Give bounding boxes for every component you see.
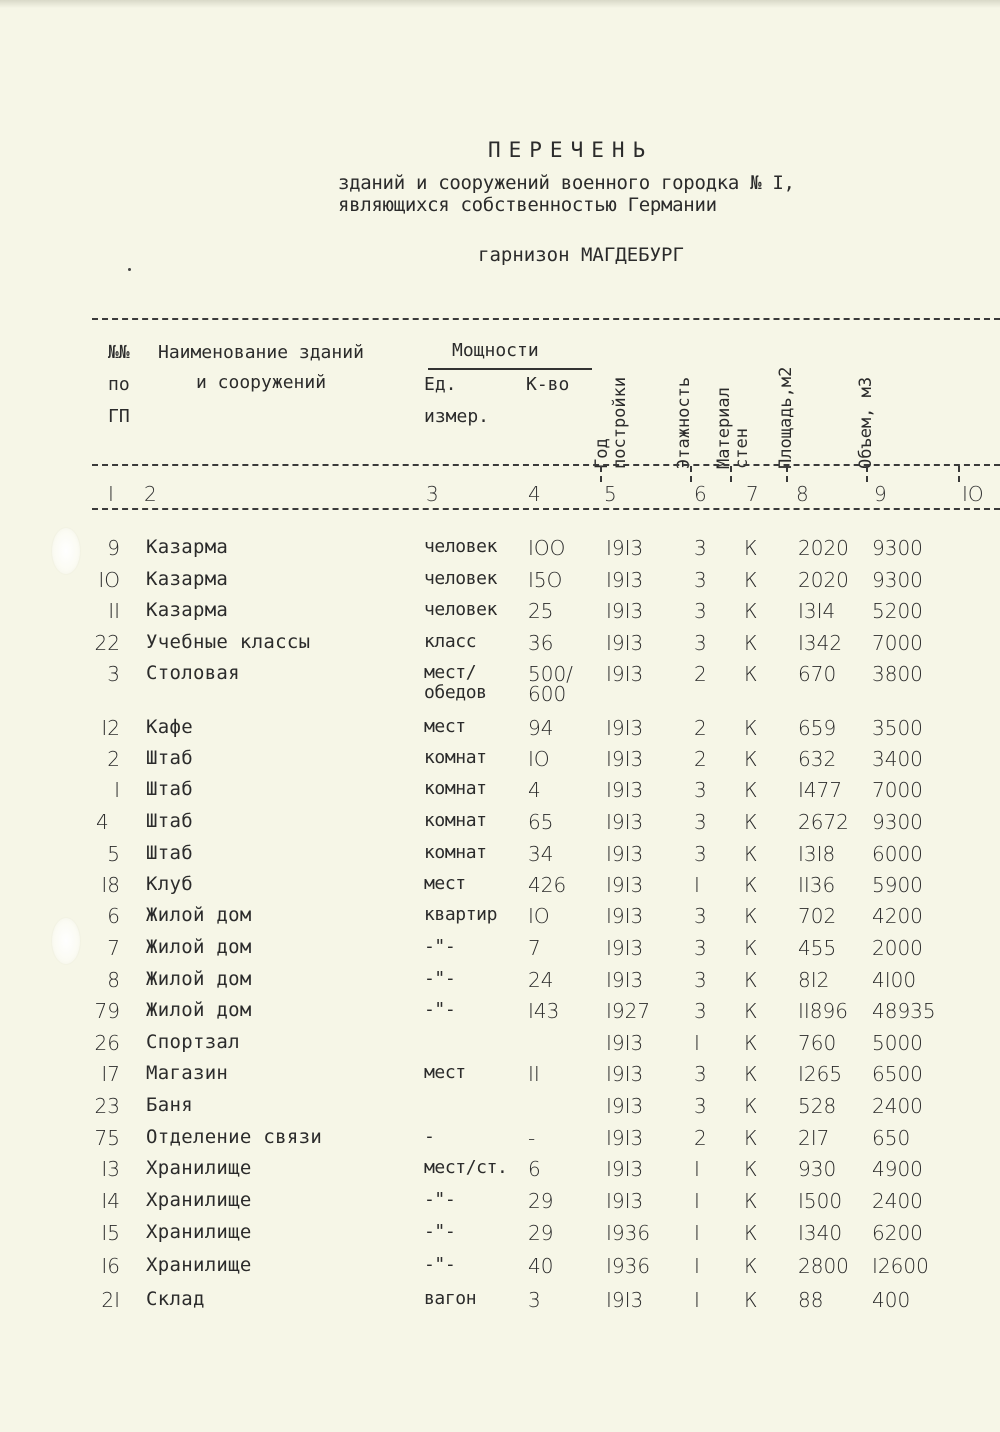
row-number: I6 — [101, 1254, 120, 1278]
area-cell: 455 — [798, 936, 837, 960]
unit-cell: мест — [424, 873, 466, 894]
document-subtitle-line1: зданий и сооружений военного городка № I, — [338, 172, 795, 194]
page-top-edge — [0, 0, 1000, 8]
quantity-cell-line2: 600 — [528, 682, 567, 706]
area-cell: 760 — [798, 1031, 837, 1055]
volume-cell: 2000 — [872, 936, 923, 960]
volume-cell: 2400 — [872, 1094, 923, 1118]
header-bottom-rule — [92, 464, 1000, 466]
quantity-cell: 24 — [528, 968, 554, 992]
floors-cell: 2 — [694, 747, 707, 771]
material-cell: К — [744, 599, 758, 623]
building-name: Хранилище — [146, 1189, 252, 1211]
material-cell: К — [744, 810, 758, 834]
volume-cell: 7000 — [872, 631, 923, 655]
quantity-cell: 4 — [528, 778, 541, 802]
area-cell: 2800 — [798, 1254, 849, 1278]
column-number: 3 — [426, 482, 439, 506]
header-col9: Объем, м3 — [856, 376, 876, 469]
material-cell: К — [744, 904, 758, 928]
quantity-cell: IOO — [528, 536, 566, 560]
unit-cell-line2: обедов — [424, 682, 487, 703]
row-number: 6 — [107, 904, 120, 928]
header-group-capacity: Мощности — [452, 340, 539, 361]
floors-cell: 3 — [694, 842, 707, 866]
volume-cell: 9300 — [872, 568, 923, 592]
building-name: Штаб — [146, 747, 193, 769]
quantity-cell: IO — [528, 904, 550, 928]
row-number: II — [108, 599, 120, 623]
year-cell: I9I3 — [606, 716, 644, 740]
floors-cell: 3 — [694, 904, 707, 928]
volume-cell: 3800 — [872, 662, 923, 686]
header-col6: Этажность — [674, 376, 694, 469]
area-cell: 2020 — [798, 568, 849, 592]
volume-cell: 650 — [872, 1126, 911, 1150]
area-cell: II896 — [798, 999, 848, 1023]
row-number: I7 — [101, 1062, 120, 1086]
material-cell: К — [744, 662, 758, 686]
header-col1-line1: №№ — [108, 342, 130, 363]
year-cell: I9I3 — [606, 1031, 644, 1055]
unit-cell: человек — [424, 536, 498, 557]
building-name: Штаб — [146, 778, 193, 800]
quantity-cell: IO — [528, 747, 550, 771]
header-col3-line1: Ед. — [424, 374, 457, 395]
year-cell: I9I3 — [606, 873, 644, 897]
material-cell: К — [744, 716, 758, 740]
row-number: I3 — [101, 1157, 120, 1181]
table-row — [0, 936, 1000, 966]
volume-cell: 400 — [872, 1288, 911, 1312]
area-cell: I3I4 — [798, 599, 836, 623]
area-cell: 88 — [798, 1288, 824, 1312]
table-row — [0, 1126, 1000, 1156]
building-name: Штаб — [146, 842, 193, 864]
table-row — [0, 1157, 1000, 1187]
building-name: Клуб — [146, 873, 193, 895]
unit-cell: -"- — [424, 999, 456, 1020]
building-name: Казарма — [146, 568, 229, 590]
header-col7-line1: Материал — [714, 387, 734, 469]
material-cell: К — [744, 1254, 758, 1278]
area-cell: 632 — [798, 747, 837, 771]
material-cell: К — [744, 873, 758, 897]
year-cell: I9I3 — [606, 842, 644, 866]
row-number: I4 — [101, 1189, 120, 1213]
material-cell: К — [744, 999, 758, 1023]
material-cell: К — [744, 1031, 758, 1055]
volume-cell: 5200 — [872, 599, 923, 623]
table-row — [0, 999, 1000, 1029]
column-number: IO — [962, 482, 984, 506]
quantity-cell: 3 — [528, 1288, 541, 1312]
year-cell: I936 — [606, 1221, 651, 1245]
unit-cell: комнат — [424, 747, 487, 768]
floors-cell: 2 — [694, 1126, 707, 1150]
column-number: 8 — [796, 482, 809, 506]
header-col4: К-во — [526, 374, 570, 395]
year-cell: I9I3 — [606, 968, 644, 992]
material-cell: К — [744, 842, 758, 866]
quantity-cell: 426 — [528, 873, 567, 897]
unit-cell: -"- — [424, 1189, 456, 1210]
floors-cell: I — [694, 1221, 700, 1245]
area-cell: I500 — [798, 1189, 843, 1213]
area-cell: I477 — [798, 778, 843, 802]
area-cell: I3I8 — [798, 842, 836, 866]
floors-cell: I — [694, 873, 700, 897]
area-cell: II36 — [798, 873, 836, 897]
table-row — [0, 1221, 1000, 1251]
volume-cell: 6200 — [872, 1221, 923, 1245]
unit-cell: -"- — [424, 1221, 456, 1242]
table-row — [0, 968, 1000, 998]
table-row — [0, 747, 1000, 777]
column-divider — [866, 466, 868, 482]
quantity-cell: I5O — [528, 568, 563, 592]
building-name: Жилой дом — [146, 936, 252, 958]
column-divider — [786, 466, 788, 482]
unit-cell: -"- — [424, 968, 456, 989]
building-name: Склад — [146, 1288, 205, 1310]
row-number: 79 — [94, 999, 120, 1023]
building-name: Кафе — [146, 716, 193, 738]
material-cell: К — [744, 1288, 758, 1312]
area-cell: 659 — [798, 716, 837, 740]
column-divider — [690, 466, 692, 482]
column-divider — [958, 466, 960, 482]
floors-cell: 3 — [694, 810, 707, 834]
floors-cell: 2 — [694, 662, 707, 686]
floors-cell: I — [694, 1157, 700, 1181]
row-number: 2 — [107, 747, 120, 771]
quantity-cell: 500/ — [528, 662, 573, 686]
building-name: Хранилище — [146, 1157, 252, 1179]
area-cell: 2020 — [798, 536, 849, 560]
volume-cell: 6500 — [872, 1062, 923, 1086]
row-number: 5 — [107, 842, 120, 866]
table-row — [0, 904, 1000, 934]
material-cell: К — [744, 631, 758, 655]
row-number: I5 — [101, 1221, 120, 1245]
building-name: Хранилище — [146, 1221, 252, 1243]
column-number: 5 — [604, 482, 617, 506]
building-name: Жилой дом — [146, 904, 252, 926]
area-cell: 528 — [798, 1094, 837, 1118]
ink-dot — [128, 268, 131, 271]
material-cell: К — [744, 936, 758, 960]
row-number: I2 — [101, 716, 120, 740]
unit-cell: человек — [424, 568, 498, 589]
volume-cell: 2400 — [872, 1189, 923, 1213]
quantity-cell: 6 — [528, 1157, 541, 1181]
header-col2-line1: Наименование зданий — [158, 342, 364, 363]
column-number: 6 — [694, 482, 707, 506]
column-number: 2 — [144, 482, 157, 506]
year-cell: I9I3 — [606, 1157, 644, 1181]
floors-cell: I — [694, 1254, 700, 1278]
floors-cell: 3 — [694, 778, 707, 802]
building-name: Штаб — [146, 810, 193, 832]
column-number: 9 — [874, 482, 887, 506]
unit-cell: -"- — [424, 936, 456, 957]
quantity-cell: 7 — [528, 936, 541, 960]
volume-cell: 9300 — [872, 810, 923, 834]
quantity-cell: I43 — [528, 999, 560, 1023]
area-cell: I340 — [798, 1221, 843, 1245]
floors-cell: 3 — [694, 536, 707, 560]
unit-cell: класс — [424, 631, 477, 652]
volume-cell: 4200 — [872, 904, 923, 928]
row-number: 3 — [107, 662, 120, 686]
header-col7-line2: стен — [732, 428, 752, 469]
quantity-cell: 34 — [528, 842, 554, 866]
volume-cell: 3400 — [872, 747, 923, 771]
unit-cell: - — [424, 1126, 435, 1147]
quantity-cell: 29 — [528, 1189, 554, 1213]
unit-cell: комнат — [424, 810, 487, 831]
row-number: IO — [98, 568, 120, 592]
floors-cell: I — [694, 1288, 700, 1312]
year-cell: I9I3 — [606, 904, 644, 928]
building-name: Магазин — [146, 1062, 229, 1084]
floors-cell: I — [694, 1031, 700, 1055]
row-number: 75 — [94, 1126, 120, 1150]
area-cell: I342 — [798, 631, 843, 655]
header-col2-line2: и сооружений — [196, 372, 327, 393]
material-cell: К — [744, 1157, 758, 1181]
unit-cell: мест/ — [424, 662, 477, 683]
area-cell: 2I7 — [798, 1126, 830, 1150]
table-row — [0, 810, 1000, 840]
area-cell: 8I2 — [798, 968, 830, 992]
unit-cell: -"- — [424, 1254, 456, 1275]
volume-cell: 5900 — [872, 873, 923, 897]
row-number: 8 — [107, 968, 120, 992]
building-name: Жилой дом — [146, 968, 252, 990]
year-cell: I9I3 — [606, 936, 644, 960]
quantity-cell: 29 — [528, 1221, 554, 1245]
unit-cell: комнат — [424, 778, 487, 799]
material-cell: К — [744, 968, 758, 992]
year-cell: I9I3 — [606, 599, 644, 623]
header-col5-line2: постройки — [610, 376, 630, 469]
table-row — [0, 536, 1000, 566]
volume-cell: 5000 — [872, 1031, 923, 1055]
floors-cell: 3 — [694, 599, 707, 623]
unit-cell: комнат — [424, 842, 487, 863]
year-cell: I9I3 — [606, 747, 644, 771]
building-name: Казарма — [146, 536, 229, 558]
building-name: Жилой дом — [146, 999, 252, 1021]
area-cell: 930 — [798, 1157, 837, 1181]
quantity-cell: - — [528, 1126, 536, 1150]
volume-cell: I2600 — [872, 1254, 929, 1278]
floors-cell: 3 — [694, 568, 707, 592]
area-cell: 2672 — [798, 810, 849, 834]
building-name: Хранилище — [146, 1254, 252, 1276]
quantity-cell: 65 — [528, 810, 554, 834]
building-name: Спортзал — [146, 1031, 240, 1053]
table-row — [0, 1062, 1000, 1092]
unit-cell: мест — [424, 1062, 466, 1083]
header-col3-line2: измер. — [424, 406, 490, 427]
table-row — [0, 1254, 1000, 1284]
material-cell: К — [744, 1221, 758, 1245]
volume-cell: 6000 — [872, 842, 923, 866]
material-cell: К — [744, 536, 758, 560]
column-number: 7 — [746, 482, 759, 506]
volume-cell: 4900 — [872, 1157, 923, 1181]
quantity-cell: II — [528, 1062, 540, 1086]
table-top-rule — [92, 318, 1000, 320]
garrison-label: гарнизон МАГДЕБУРГ — [478, 244, 684, 266]
building-name: Столовая — [146, 662, 240, 684]
table-row — [0, 842, 1000, 872]
row-number: 2I — [101, 1288, 120, 1312]
unit-cell: человек — [424, 599, 498, 620]
year-cell: I9I3 — [606, 1094, 644, 1118]
quantity-cell: 94 — [528, 716, 554, 740]
year-cell: I9I3 — [606, 1189, 644, 1213]
year-cell: I9I3 — [606, 1062, 644, 1086]
year-cell: I9I3 — [606, 631, 644, 655]
row-number: 22 — [94, 631, 120, 655]
table-row — [0, 568, 1000, 598]
building-name: Баня — [146, 1094, 193, 1116]
colnum-bottom-rule — [92, 508, 1000, 510]
table-row — [0, 631, 1000, 661]
material-cell: К — [744, 1062, 758, 1086]
row-number: 23 — [94, 1094, 120, 1118]
year-cell: I936 — [606, 1254, 651, 1278]
table-row — [0, 1094, 1000, 1124]
floors-cell: I — [694, 1189, 700, 1213]
row-number: 7 — [107, 936, 120, 960]
row-number: I8 — [101, 873, 120, 897]
row-number: 4 — [96, 810, 109, 834]
table-row — [0, 716, 1000, 746]
building-name: Казарма — [146, 599, 229, 621]
area-cell: 702 — [798, 904, 837, 928]
building-name: Отделение связи — [146, 1126, 323, 1148]
volume-cell: 3500 — [872, 716, 923, 740]
quantity-cell: 36 — [528, 631, 554, 655]
header-col5-line1: Год — [592, 438, 612, 469]
header-col1-line2: по — [108, 374, 130, 395]
floors-cell: 3 — [694, 999, 707, 1023]
unit-cell: вагон — [424, 1288, 477, 1309]
volume-cell: 7000 — [872, 778, 923, 802]
year-cell: I9I3 — [606, 568, 644, 592]
row-number: 26 — [94, 1031, 120, 1055]
floors-cell: 3 — [694, 1094, 707, 1118]
table-row — [0, 778, 1000, 808]
floors-cell: 3 — [694, 968, 707, 992]
year-cell: I9I3 — [606, 1288, 644, 1312]
document-subtitle-line2: являющихся собственностью Германии — [338, 194, 717, 216]
table-row — [0, 1288, 1000, 1318]
volume-cell: 4I00 — [872, 968, 917, 992]
volume-cell: 9300 — [872, 536, 923, 560]
year-cell: I9I3 — [606, 778, 644, 802]
column-number: I — [108, 482, 114, 506]
floors-cell: 3 — [694, 936, 707, 960]
header-group-underline — [428, 368, 592, 370]
material-cell: К — [744, 747, 758, 771]
material-cell: К — [744, 1189, 758, 1213]
header-col1-line3: ГП — [108, 406, 130, 427]
column-divider — [730, 466, 732, 482]
material-cell: К — [744, 568, 758, 592]
year-cell: I9I3 — [606, 1126, 644, 1150]
table-row — [0, 1031, 1000, 1061]
year-cell: I927 — [606, 999, 651, 1023]
column-divider — [600, 466, 602, 482]
quantity-cell: 25 — [528, 599, 554, 623]
year-cell: I9I3 — [606, 662, 644, 686]
row-number: I — [114, 778, 120, 802]
table-row — [0, 873, 1000, 903]
area-cell: I265 — [798, 1062, 843, 1086]
document-title: ПЕРЕЧЕНЬ — [488, 138, 654, 162]
material-cell: К — [744, 1094, 758, 1118]
floors-cell: 2 — [694, 716, 707, 740]
column-number: 4 — [528, 482, 541, 506]
table-row — [0, 1189, 1000, 1219]
row-number: 9 — [107, 536, 120, 560]
table-row — [0, 599, 1000, 629]
area-cell: 670 — [798, 662, 837, 686]
unit-cell: квартир — [424, 904, 498, 925]
material-cell: К — [744, 778, 758, 802]
table-row — [0, 662, 1000, 706]
year-cell: I9I3 — [606, 536, 644, 560]
building-name: Учебные классы — [146, 631, 311, 653]
floors-cell: 3 — [694, 631, 707, 655]
header-col8: Площадь,м2 — [776, 366, 796, 469]
unit-cell: мест/ст. — [424, 1157, 508, 1178]
volume-cell: 48935 — [872, 999, 936, 1023]
material-cell: К — [744, 1126, 758, 1150]
quantity-cell: 40 — [528, 1254, 554, 1278]
floors-cell: 3 — [694, 1062, 707, 1086]
year-cell: I9I3 — [606, 810, 644, 834]
unit-cell: мест — [424, 716, 466, 737]
